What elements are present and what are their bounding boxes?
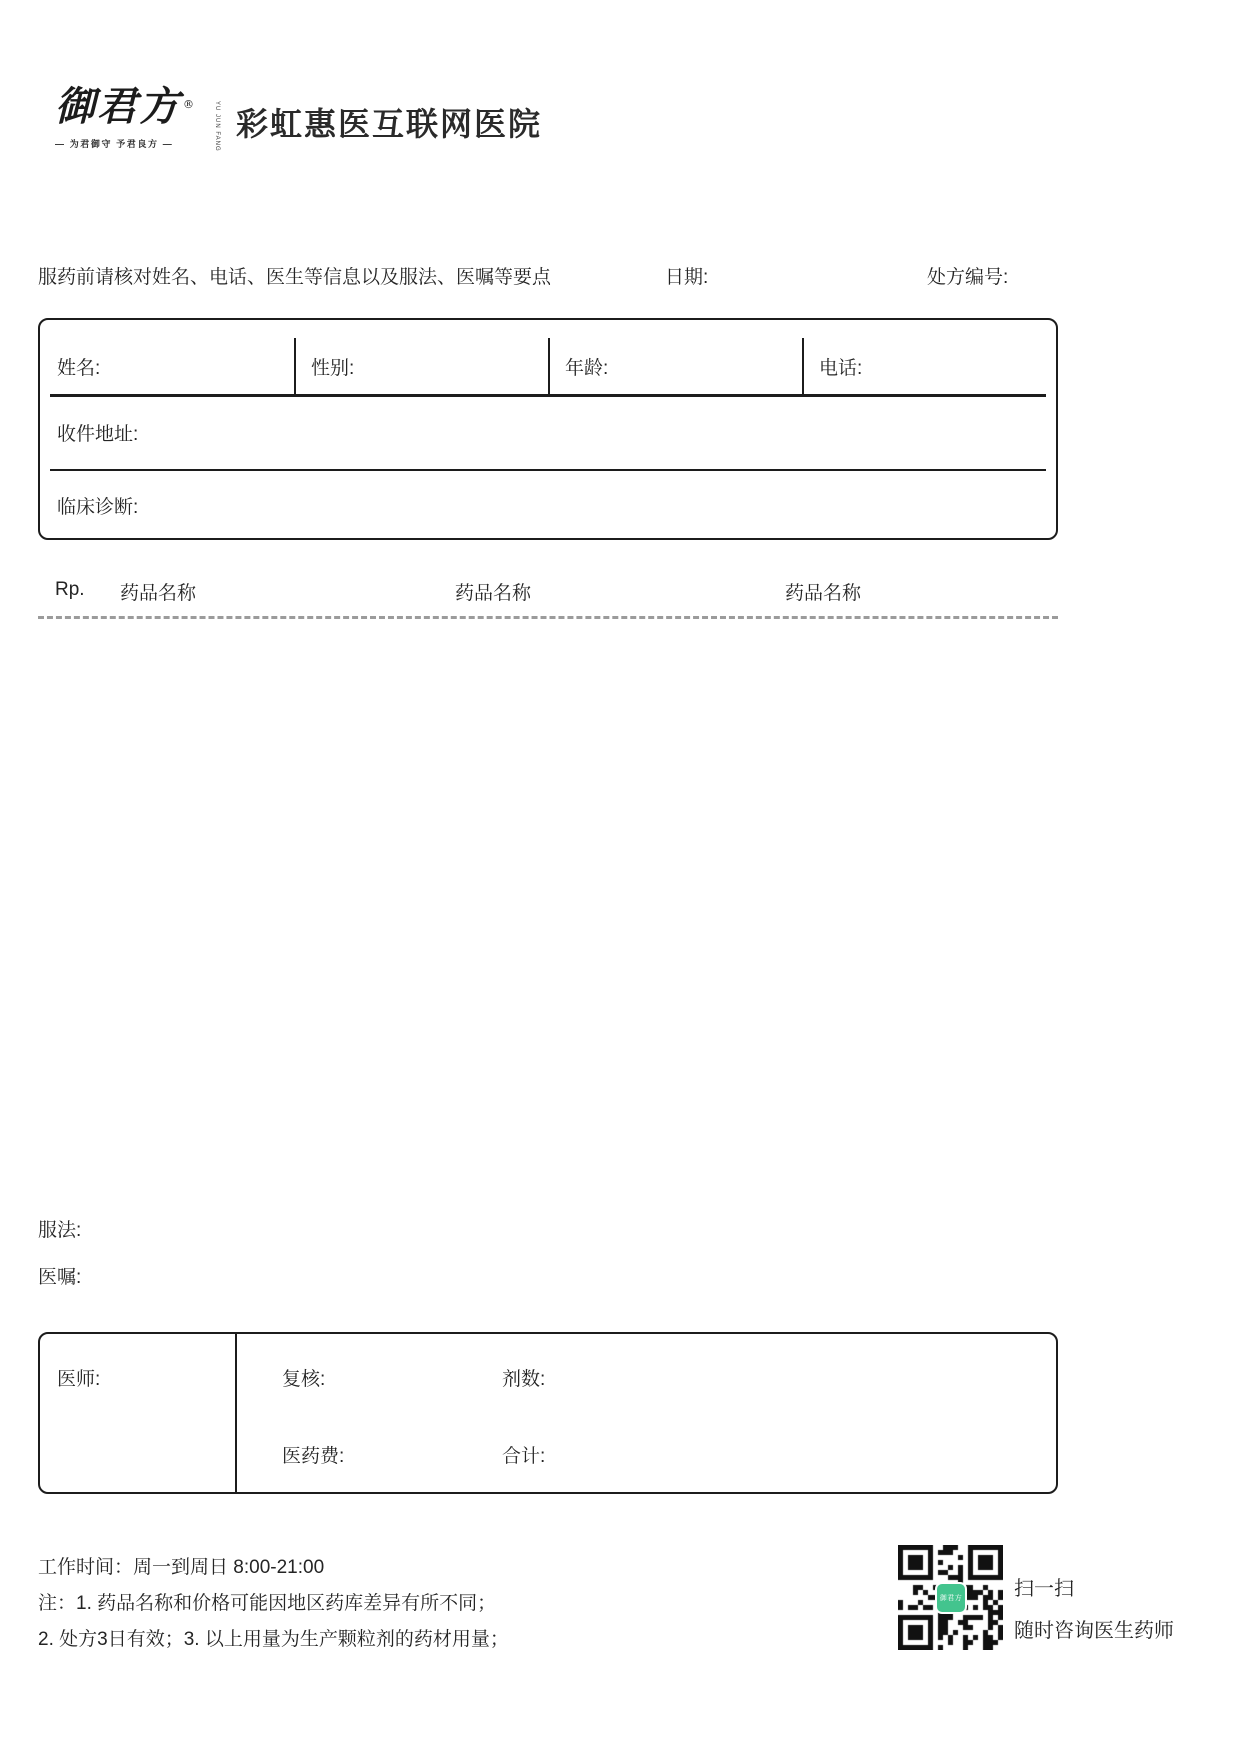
patient-gender-field <box>294 320 548 394</box>
patient-diagnosis-field <box>40 471 1056 539</box>
medication-notice: 服药前请核对姓名、电话、医生等信息以及服法、医嘱等要点 <box>38 267 552 288</box>
scan-title: 扫一扫 <box>1014 1578 1074 1600</box>
scan-subtitle: 随时咨询医生药师 <box>1014 1620 1174 1642</box>
patient-diagnosis-label: 临床诊断: <box>57 496 139 518</box>
dashed-separator <box>38 616 1058 619</box>
qr-code <box>898 1545 1003 1650</box>
review-fee-cell <box>237 1334 1056 1492</box>
doctor-advice-label: 医嘱: <box>38 1267 82 1288</box>
patient-name-field <box>40 320 294 394</box>
patient-phone-field <box>802 320 1056 394</box>
patient-age-field <box>548 320 802 394</box>
review-label: 复核: <box>282 1369 326 1390</box>
usage-label: 服法: <box>38 1220 82 1241</box>
review-doses-row <box>282 1364 1056 1391</box>
patient-address-field <box>40 397 1056 469</box>
patient-phone-label: 电话: <box>819 358 863 379</box>
brand-slogan: — 为君御守 予君良方 — <box>55 139 174 149</box>
patient-age-label: 年龄: <box>565 358 609 379</box>
qr-captions <box>1014 1568 1174 1652</box>
patient-gender-label: 性别: <box>311 358 355 379</box>
footer-note-1: 注：1. 药品名称和价格可能因地区药库差异有所不同； <box>38 1593 497 1614</box>
patient-info-box <box>38 318 1058 540</box>
registered-trademark-icon: ® <box>183 98 196 111</box>
date-label: 日期: <box>665 267 709 288</box>
doctor-signature-cell <box>40 1334 237 1492</box>
working-hours: 工作时间：周一到周日 8:00-21:00 <box>38 1557 325 1578</box>
doses-label: 剂数: <box>502 1369 546 1390</box>
fee-total-row <box>282 1441 1056 1468</box>
signoff-box <box>38 1332 1058 1494</box>
hospital-title: 彩虹惠医互联网医院 <box>236 106 543 142</box>
medicine-column-header: 药品名称 <box>455 583 532 604</box>
brand-block <box>55 83 220 152</box>
qr-center-badge: 御君方 <box>935 1582 967 1614</box>
brand-logo-text: 御君方 <box>55 83 181 130</box>
footer-note-2: 2. 处方3日有效；3. 以上用量为生产颗粒剂的药材用量； <box>38 1629 509 1650</box>
notice-row <box>38 262 1058 288</box>
medical-fee-label: 医药费: <box>282 1446 345 1467</box>
doctor-label: 医师: <box>57 1369 101 1390</box>
total-label: 合计: <box>502 1446 546 1467</box>
patient-address-label: 收件地址: <box>57 424 139 445</box>
brand-vertical-text: YU JUN FANG <box>214 101 220 152</box>
patient-name-label: 姓名: <box>57 358 101 379</box>
rp-header-row <box>38 578 1058 604</box>
footer-notes <box>38 1550 509 1658</box>
medicine-column-header: 药品名称 <box>120 583 197 604</box>
rp-label: Rp. <box>55 579 85 600</box>
medicine-column-header: 药品名称 <box>785 583 862 604</box>
patient-row-basic <box>40 320 1056 394</box>
prescription-number-label: 处方编号: <box>927 267 1009 288</box>
